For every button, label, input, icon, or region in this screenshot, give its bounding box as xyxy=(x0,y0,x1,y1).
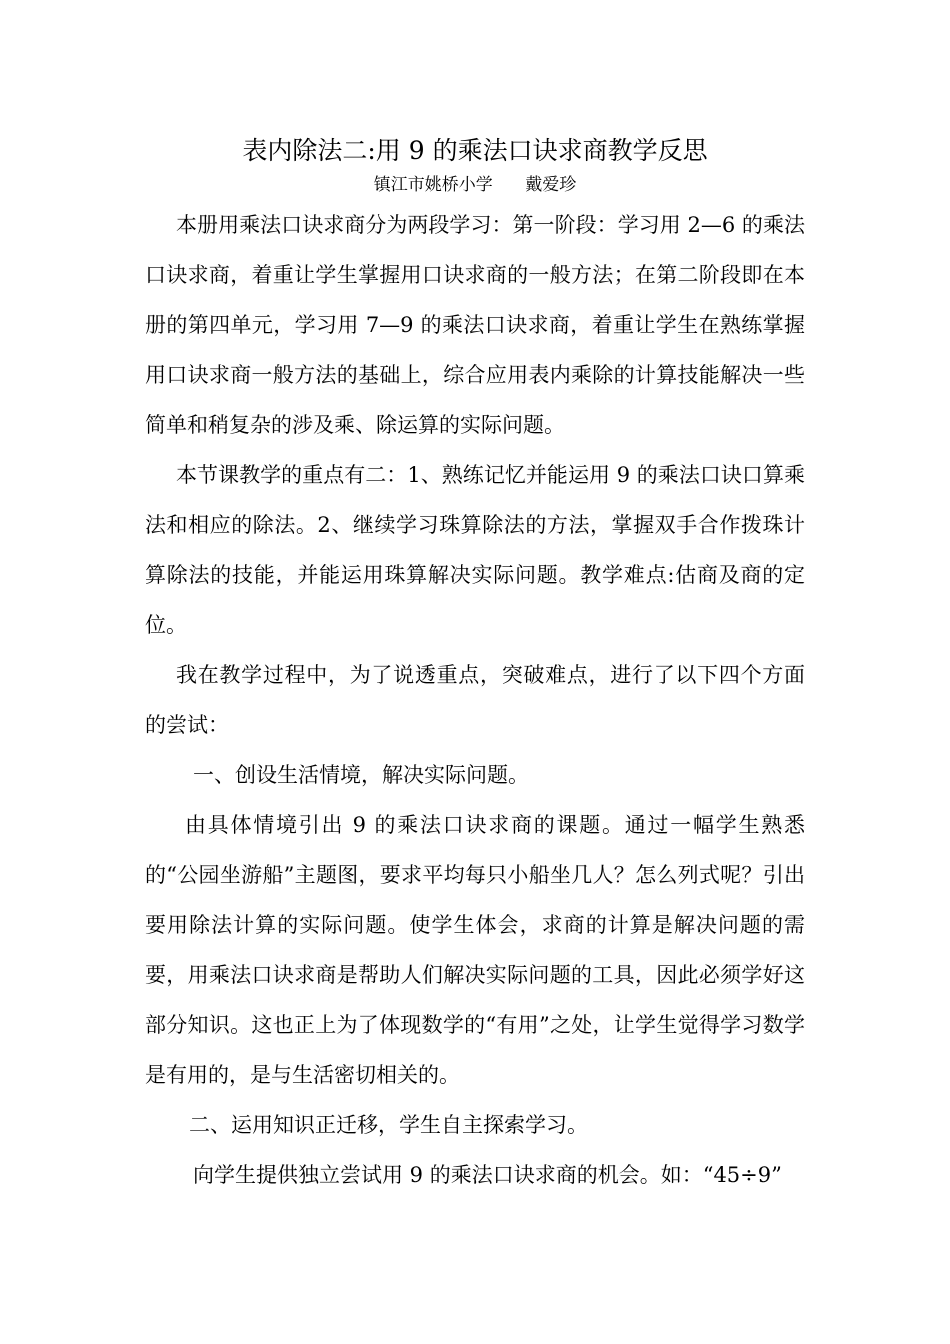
paragraph-section-1: 由具体情境引出 9 的乘法口诀求商的课题。通过一幅学生熟悉的“公园坐游船”主题图，要求平均每只小船坐几人？怎么列式呢？引出要用除法计算的实际问题。使学生体会，求商的计算是解决问题的需要，用乘法口诀求商是帮助人们解决实际问题的工具，因此必须学好这部分知识。这也正上为了体现数学的“有用”之处，让学生觉得学习数学是有用的，是与生活密切相关的。 xyxy=(145,813,805,1087)
paragraph-approach: 我在教学过程中，为了说透重点，突破难点，进行了以下四个方面的尝试： xyxy=(145,663,805,737)
paragraph-key-points: 本节课教学的重点有二：1、熟练记忆并能运用 9 的乘法口诀口算乘法和相应的除法。2、继续学习珠算除法的方法，掌握双手合作拨珠计算除法的技能，并能运用珠算解决实际问题。教学难点:估商及商的定位。 xyxy=(145,463,805,637)
document-body xyxy=(145,132,805,1200)
section-heading-2: 二、运用知识正迁移，学生自主探索学习。 xyxy=(189,1113,588,1137)
document-title: 表内除法二:用 9 的乘法口诀求商教学反思 xyxy=(242,136,708,165)
document-byline: 镇江市姚桥小学 戴爱珍 xyxy=(373,175,577,195)
paragraph-intro: 本册用乘法口诀求商分为两段学习：第一阶段：学习用 2—6 的乘法口诀求商，着重让学生掌握用口诀求商的一般方法；在第二阶段即在本册的第四单元，学习用 7—9 的乘法口诀求商，着重让学生在熟练掌握用口诀求商一般方法的基础上，综合应用表内乘除的计算技能解决一些简单和稍复杂的涉及乘、除运算的实际问题。 xyxy=(145,213,805,437)
section-heading-1: 一、创设生活情境，解决实际问题。 xyxy=(193,763,529,787)
paragraph-section-2: 向学生提供独立尝试用 9 的乘法口诀求商的机会。如：“45÷9” xyxy=(193,1163,782,1187)
